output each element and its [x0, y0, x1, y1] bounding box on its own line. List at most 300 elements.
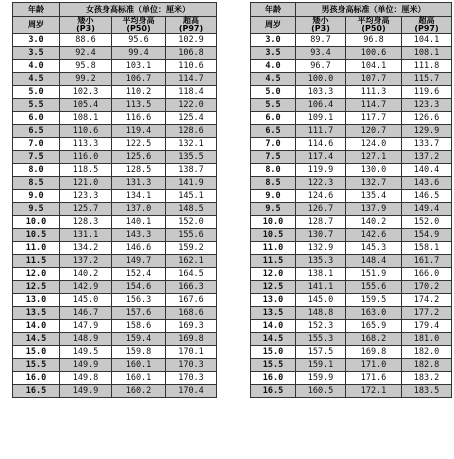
short-cell: 145.0	[60, 294, 112, 307]
table-row	[251, 268, 452, 281]
table-row	[251, 112, 452, 125]
table-row	[13, 294, 217, 307]
table-row	[13, 47, 217, 60]
tall-cell: 182.0	[402, 346, 452, 359]
age-cell: 9.5	[13, 203, 60, 216]
girls-header-row-2	[13, 17, 217, 34]
average-cell: 163.0	[346, 307, 402, 320]
table-row	[13, 372, 217, 385]
table-row	[13, 190, 217, 203]
age-cell: 6.5	[251, 125, 296, 138]
table-row	[13, 229, 217, 242]
age-cell: 3.0	[13, 34, 60, 47]
average-cell: 113.5	[112, 99, 166, 112]
average-cell: 137.9	[346, 203, 402, 216]
short-cell: 117.4	[296, 151, 346, 164]
tall-cell: 135.5	[166, 151, 217, 164]
average-cell: 171.0	[346, 359, 402, 372]
age-cell: 10.5	[13, 229, 60, 242]
tall-cell: 168.6	[166, 307, 217, 320]
age-cell: 15.5	[13, 359, 60, 372]
age-cell: 8.5	[251, 177, 296, 190]
years-header: 周岁	[251, 17, 296, 34]
age-cell: 16.0	[13, 372, 60, 385]
age-cell: 11.5	[13, 255, 60, 268]
age-cell: 8.0	[13, 164, 60, 177]
short-cell: 95.8	[60, 60, 112, 73]
age-cell: 13.5	[251, 307, 296, 320]
age-cell: 9.0	[13, 190, 60, 203]
average-cell: 145.3	[346, 242, 402, 255]
average-cell: 157.6	[112, 307, 166, 320]
age-cell: 16.5	[251, 385, 296, 398]
short-cell: 159.1	[296, 359, 346, 372]
tall-cell: 125.4	[166, 112, 217, 125]
average-cell: 99.4	[112, 47, 166, 60]
tall-cell: 177.2	[402, 307, 452, 320]
tall-cell: 167.6	[166, 294, 217, 307]
girls-height-table	[12, 2, 217, 398]
age-cell: 5.0	[251, 86, 296, 99]
age-cell: 10.5	[251, 229, 296, 242]
tall-cell: 152.0	[402, 216, 452, 229]
table-row	[251, 346, 452, 359]
average-label: 平均身高	[122, 16, 155, 25]
tall-cell: 170.1	[166, 346, 217, 359]
table-title: 男孩身高标准（单位：厘米）	[296, 3, 452, 17]
table-row	[251, 86, 452, 99]
average-cell: 132.7	[346, 177, 402, 190]
age-cell: 12.5	[251, 281, 296, 294]
tall-percentile: (P97)	[178, 24, 204, 33]
short-cell: 149.9	[60, 359, 112, 372]
short-cell: 155.3	[296, 333, 346, 346]
short-label: 矮小	[312, 16, 329, 25]
average-cell: 160.2	[112, 385, 166, 398]
average-cell: 128.5	[112, 164, 166, 177]
table-row	[251, 333, 452, 346]
short-cell: 111.7	[296, 125, 346, 138]
age-cell: 15.5	[251, 359, 296, 372]
tall-cell: 115.7	[402, 73, 452, 86]
age-cell: 7.0	[13, 138, 60, 151]
average-percentile: (P50)	[361, 24, 386, 33]
average-cell: 117.7	[346, 112, 402, 125]
age-cell: 6.5	[13, 125, 60, 138]
tall-cell: 182.8	[402, 359, 452, 372]
age-cell: 5.0	[13, 86, 60, 99]
average-cell: 127.1	[346, 151, 402, 164]
tall-cell: 158.1	[402, 242, 452, 255]
tall-header	[166, 17, 217, 34]
short-cell: 134.2	[60, 242, 112, 255]
table-row	[13, 138, 217, 151]
tall-cell: 108.1	[402, 47, 452, 60]
table-row	[251, 60, 452, 73]
age-cell: 8.5	[13, 177, 60, 190]
table-row	[13, 60, 217, 73]
average-cell: 146.6	[112, 242, 166, 255]
tall-label: 超高	[418, 16, 435, 25]
short-cell: 140.2	[60, 268, 112, 281]
average-cell: 168.2	[346, 333, 402, 346]
tall-cell: 146.5	[402, 190, 452, 203]
average-cell: 156.3	[112, 294, 166, 307]
tall-cell: 148.5	[166, 203, 217, 216]
table-row	[251, 73, 452, 86]
average-cell: 151.9	[346, 268, 402, 281]
short-cell: 110.6	[60, 125, 112, 138]
average-cell: 107.7	[346, 73, 402, 86]
tall-cell: 123.3	[402, 99, 452, 112]
short-cell: 138.1	[296, 268, 346, 281]
age-cell: 9.0	[251, 190, 296, 203]
age-cell: 11.0	[251, 242, 296, 255]
tall-cell: 161.7	[402, 255, 452, 268]
table-row	[251, 190, 452, 203]
table-row	[13, 268, 217, 281]
table-row	[13, 216, 217, 229]
table-row	[251, 242, 452, 255]
average-cell: 110.2	[112, 86, 166, 99]
tall-cell: 149.4	[402, 203, 452, 216]
average-cell: 95.6	[112, 34, 166, 47]
boys-header-row-1	[251, 3, 452, 17]
age-cell: 7.5	[13, 151, 60, 164]
average-cell: 143.3	[112, 229, 166, 242]
table-row	[13, 242, 217, 255]
short-cell: 123.3	[60, 190, 112, 203]
table-row	[13, 73, 217, 86]
short-cell: 102.3	[60, 86, 112, 99]
age-cell: 14.0	[13, 320, 60, 333]
average-cell: 140.2	[346, 216, 402, 229]
table-row	[251, 177, 452, 190]
tall-cell: 128.6	[166, 125, 217, 138]
short-cell: 149.8	[60, 372, 112, 385]
average-cell: 159.8	[112, 346, 166, 359]
age-cell: 7.0	[251, 138, 296, 151]
age-cell: 3.0	[251, 34, 296, 47]
tall-cell: 174.2	[402, 294, 452, 307]
age-cell: 10.0	[13, 216, 60, 229]
tall-cell: 137.2	[402, 151, 452, 164]
average-cell: 137.0	[112, 203, 166, 216]
short-cell: 159.9	[296, 372, 346, 385]
age-cell: 5.5	[251, 99, 296, 112]
short-cell: 149.5	[60, 346, 112, 359]
short-cell: 119.9	[296, 164, 346, 177]
short-cell: 121.0	[60, 177, 112, 190]
table-row	[251, 47, 452, 60]
age-cell: 4.5	[251, 73, 296, 86]
average-cell: 149.7	[112, 255, 166, 268]
tall-header	[402, 17, 452, 34]
short-cell: 142.9	[60, 281, 112, 294]
table-row	[251, 294, 452, 307]
table-row	[13, 255, 217, 268]
tall-cell: 170.3	[166, 372, 217, 385]
table-row	[13, 359, 217, 372]
boys-height-table	[250, 2, 452, 398]
average-cell: 131.3	[112, 177, 166, 190]
short-cell: 106.4	[296, 99, 346, 112]
age-header: 年龄	[251, 3, 296, 17]
age-cell: 13.0	[13, 294, 60, 307]
short-cell: 93.4	[296, 47, 346, 60]
age-cell: 14.5	[13, 333, 60, 346]
average-cell: 142.6	[346, 229, 402, 242]
age-cell: 12.5	[13, 281, 60, 294]
average-cell: 111.3	[346, 86, 402, 99]
table-row	[251, 281, 452, 294]
short-cell: 137.2	[60, 255, 112, 268]
table-row	[13, 86, 217, 99]
age-cell: 4.0	[251, 60, 296, 73]
average-cell: 116.6	[112, 112, 166, 125]
tall-cell: 111.8	[402, 60, 452, 73]
short-label: 矮小	[77, 16, 94, 25]
short-cell: 118.5	[60, 164, 112, 177]
average-cell: 165.9	[346, 320, 402, 333]
tall-cell: 132.1	[166, 138, 217, 151]
age-cell: 13.0	[251, 294, 296, 307]
table-row	[13, 346, 217, 359]
short-cell: 147.9	[60, 320, 112, 333]
average-cell: 104.1	[346, 60, 402, 73]
tall-cell: 133.7	[402, 138, 452, 151]
short-cell: 149.9	[60, 385, 112, 398]
table-row	[13, 177, 217, 190]
tall-cell: 138.7	[166, 164, 217, 177]
average-cell: 120.7	[346, 125, 402, 138]
table-row	[251, 359, 452, 372]
average-cell: 119.4	[112, 125, 166, 138]
average-cell: 100.6	[346, 47, 402, 60]
average-cell: 159.4	[112, 333, 166, 346]
tall-cell: 154.9	[402, 229, 452, 242]
short-cell: 108.1	[60, 112, 112, 125]
table-row	[13, 125, 217, 138]
table-row	[251, 138, 452, 151]
table-row	[13, 385, 217, 398]
tall-cell: 170.4	[166, 385, 217, 398]
average-cell: 158.6	[112, 320, 166, 333]
average-cell: 96.8	[346, 34, 402, 47]
average-cell: 134.1	[112, 190, 166, 203]
tall-cell: 140.4	[402, 164, 452, 177]
short-percentile: (P3)	[311, 24, 330, 33]
age-cell: 3.5	[251, 47, 296, 60]
age-cell: 13.5	[13, 307, 60, 320]
tall-percentile: (P97)	[414, 24, 439, 33]
age-cell: 16.5	[13, 385, 60, 398]
short-cell: 109.1	[296, 112, 346, 125]
age-cell: 9.5	[251, 203, 296, 216]
tall-cell: 179.4	[402, 320, 452, 333]
short-cell: 157.5	[296, 346, 346, 359]
table-row	[13, 320, 217, 333]
table-row	[251, 255, 452, 268]
age-cell: 4.0	[13, 60, 60, 73]
table-row	[251, 307, 452, 320]
tall-cell: 170.3	[166, 359, 217, 372]
short-cell: 145.0	[296, 294, 346, 307]
age-cell: 12.0	[13, 268, 60, 281]
short-cell: 146.7	[60, 307, 112, 320]
average-cell: 124.0	[346, 138, 402, 151]
average-cell: 155.6	[346, 281, 402, 294]
age-cell: 14.5	[251, 333, 296, 346]
short-cell: 160.5	[296, 385, 346, 398]
short-cell: 148.9	[60, 333, 112, 346]
tall-cell: 170.2	[402, 281, 452, 294]
years-header: 周岁	[13, 17, 60, 34]
table-row	[13, 151, 217, 164]
average-cell: 114.7	[346, 99, 402, 112]
tall-cell: 166.3	[166, 281, 217, 294]
tall-cell: 141.9	[166, 177, 217, 190]
tall-cell: 118.4	[166, 86, 217, 99]
age-cell: 11.0	[13, 242, 60, 255]
table-row	[251, 164, 452, 177]
average-percentile: (P50)	[126, 24, 151, 33]
tall-cell: 152.0	[166, 216, 217, 229]
short-cell: 141.1	[296, 281, 346, 294]
age-cell: 7.5	[251, 151, 296, 164]
average-cell: 172.1	[346, 385, 402, 398]
short-cell: 135.3	[296, 255, 346, 268]
short-cell: 130.7	[296, 229, 346, 242]
girls-header-row-1	[13, 3, 217, 17]
tall-cell: 119.6	[402, 86, 452, 99]
tall-cell: 110.6	[166, 60, 217, 73]
average-cell: 160.1	[112, 359, 166, 372]
table-row	[251, 34, 452, 47]
average-cell: 140.1	[112, 216, 166, 229]
short-cell: 148.8	[296, 307, 346, 320]
table-row	[13, 203, 217, 216]
short-cell: 88.6	[60, 34, 112, 47]
short-cell: 122.3	[296, 177, 346, 190]
average-label: 平均身高	[357, 16, 390, 25]
short-percentile: (P3)	[76, 24, 95, 33]
average-cell: 169.8	[346, 346, 402, 359]
average-cell: 148.4	[346, 255, 402, 268]
short-header	[296, 17, 346, 34]
short-cell: 99.2	[60, 73, 112, 86]
average-cell: 103.1	[112, 60, 166, 73]
age-cell: 4.5	[13, 73, 60, 86]
average-cell: 122.5	[112, 138, 166, 151]
table-row	[251, 229, 452, 242]
average-cell: 135.4	[346, 190, 402, 203]
short-cell: 116.0	[60, 151, 112, 164]
tall-cell: 106.8	[166, 47, 217, 60]
age-cell: 12.0	[251, 268, 296, 281]
tall-cell: 126.6	[402, 112, 452, 125]
short-cell: 125.7	[60, 203, 112, 216]
table-row	[13, 333, 217, 346]
average-cell: 154.6	[112, 281, 166, 294]
table-row	[13, 281, 217, 294]
tall-cell: 122.0	[166, 99, 217, 112]
tall-cell: 166.0	[402, 268, 452, 281]
table-row	[251, 99, 452, 112]
age-cell: 15.0	[251, 346, 296, 359]
tall-cell: 114.7	[166, 73, 217, 86]
tall-cell: 104.1	[402, 34, 452, 47]
average-cell: 130.0	[346, 164, 402, 177]
short-cell: 124.6	[296, 190, 346, 203]
short-cell: 132.9	[296, 242, 346, 255]
short-cell: 100.0	[296, 73, 346, 86]
age-cell: 10.0	[251, 216, 296, 229]
short-cell: 103.3	[296, 86, 346, 99]
table-row	[251, 125, 452, 138]
short-cell: 92.4	[60, 47, 112, 60]
tall-cell: 155.6	[166, 229, 217, 242]
average-cell: 159.5	[346, 294, 402, 307]
average-cell: 152.4	[112, 268, 166, 281]
age-cell: 6.0	[251, 112, 296, 125]
short-cell: 126.7	[296, 203, 346, 216]
short-cell: 105.4	[60, 99, 112, 112]
tall-cell: 159.2	[166, 242, 217, 255]
short-cell: 131.1	[60, 229, 112, 242]
tall-cell: 169.8	[166, 333, 217, 346]
average-header	[346, 17, 402, 34]
tall-cell: 145.1	[166, 190, 217, 203]
short-cell: 152.3	[296, 320, 346, 333]
table-row	[13, 112, 217, 125]
average-cell: 106.7	[112, 73, 166, 86]
short-header	[60, 17, 112, 34]
table-row	[251, 151, 452, 164]
short-cell: 96.7	[296, 60, 346, 73]
table-row	[13, 307, 217, 320]
table-row	[251, 216, 452, 229]
age-cell: 8.0	[251, 164, 296, 177]
table-row	[13, 99, 217, 112]
short-cell: 89.7	[296, 34, 346, 47]
tall-cell: 169.3	[166, 320, 217, 333]
average-cell: 125.6	[112, 151, 166, 164]
table-row	[251, 385, 452, 398]
tall-cell: 183.5	[402, 385, 452, 398]
short-cell: 114.6	[296, 138, 346, 151]
age-cell: 5.5	[13, 99, 60, 112]
tall-label: 超高	[183, 16, 199, 25]
boys-header-row-2	[251, 17, 452, 34]
tall-cell: 164.5	[166, 268, 217, 281]
age-cell: 11.5	[251, 255, 296, 268]
tall-cell: 181.0	[402, 333, 452, 346]
age-cell: 15.0	[13, 346, 60, 359]
short-cell: 128.3	[60, 216, 112, 229]
tall-cell: 102.9	[166, 34, 217, 47]
age-cell: 3.5	[13, 47, 60, 60]
table-row	[13, 164, 217, 177]
table-row	[251, 203, 452, 216]
table-row	[13, 34, 217, 47]
short-cell: 128.7	[296, 216, 346, 229]
tall-cell: 143.6	[402, 177, 452, 190]
age-cell: 6.0	[13, 112, 60, 125]
average-cell: 160.1	[112, 372, 166, 385]
age-header: 年龄	[13, 3, 60, 17]
age-cell: 16.0	[251, 372, 296, 385]
